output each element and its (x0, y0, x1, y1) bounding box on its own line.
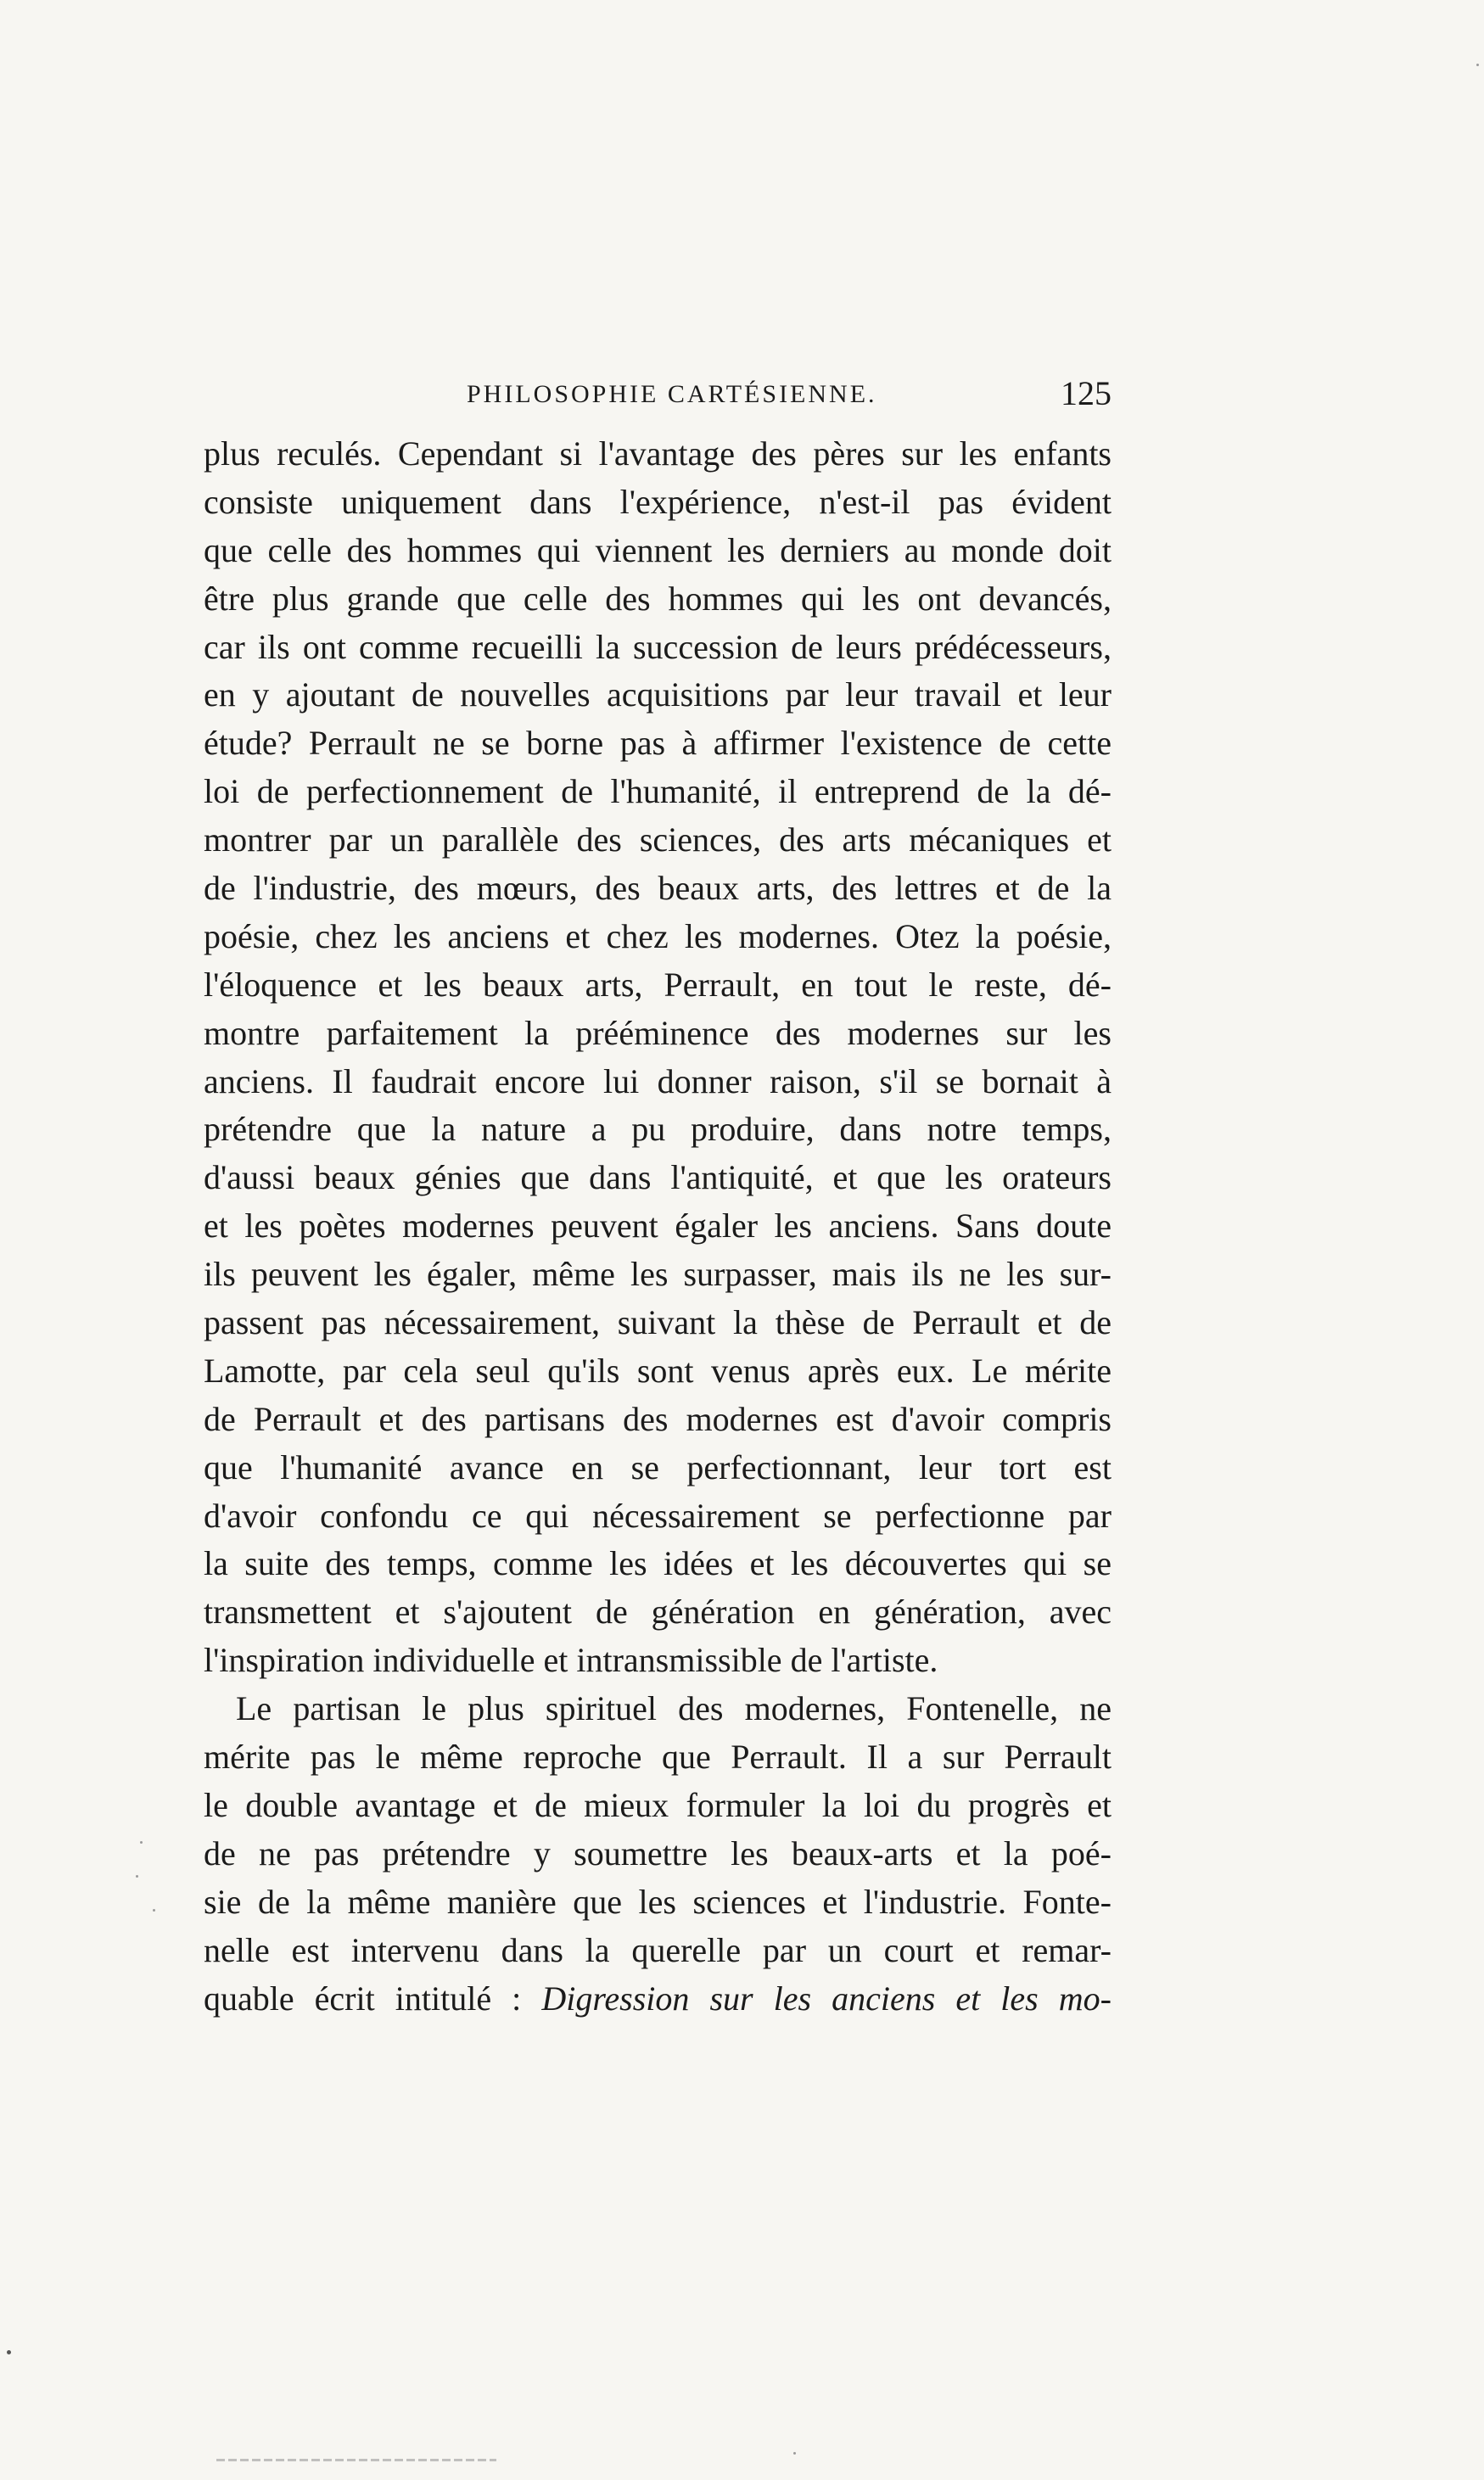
text-line: en y ajoutant de nouvelles acquisitions par leur travail et leur (204, 675, 1112, 714)
page-number: 125 (1061, 374, 1112, 412)
body-text (204, 430, 1112, 2023)
text-line: nelle est intervenu dans la querelle par un court et remar- (204, 1930, 1112, 1969)
italic-title: Digression sur les anciens et les mo- (541, 1979, 1112, 2018)
text-line: que celle des hommes qui viennent les derniers au monde doit (204, 530, 1112, 569)
text-line: poésie, chez les anciens et chez les modernes. Otez la poésie, (204, 916, 1112, 955)
text-line: Le partisan le plus spirituel des modernes, Fontenelle, ne (236, 1689, 1112, 1728)
text-line: que l'humanité avance en se perfectionnant, leur tort est (204, 1447, 1112, 1486)
text-line: être plus grande que celle des hommes qui les ont devancés, (204, 579, 1112, 618)
text-line: Lamotte, par cela seul qu'ils sont venus après eux. Le mérite (204, 1351, 1112, 1390)
text-line: de l'industrie, des mœurs, des beaux arts, des lettres et de la (204, 869, 1112, 908)
text-line: d'aussi beaux génies que dans l'antiquité, et que les orateurs (204, 1158, 1112, 1197)
text-line: l'inspiration individuelle et intransmissible de l'artiste. (204, 1641, 938, 1680)
roman-text: quable écrit intitulé : (204, 1979, 542, 2018)
scan-speck (793, 2452, 796, 2455)
text-line: ils peuvent les égaler, même les surpasser, mais ils ne les sur- (204, 1255, 1112, 1294)
scan-speck (136, 1875, 138, 1878)
text-line: et les poètes modernes peuvent égaler les anciens. Sans doute (204, 1206, 1112, 1246)
text-line-final (204, 1975, 1112, 2024)
scan-speck (153, 1909, 155, 1912)
text-line: la suite des temps, comme les idées et les découvertes qui se (204, 1544, 1112, 1583)
text-line: transmettent et s'ajoutent de génération en génération, avec (204, 1593, 1112, 1632)
text-line: sie de la même manière que les sciences et l'industrie. Fonte- (204, 1882, 1112, 1921)
text-line: mérite pas le même reproche que Perrault. Il a sur Perrault (204, 1738, 1112, 1777)
text-line: de Perrault et des partisans des modernes est d'avoir compris (204, 1399, 1112, 1438)
text-line: de ne pas prétendre y soumettre les beaux-arts et la poé- (204, 1833, 1112, 1873)
text-line: l'éloquence et les beaux arts, Perrault, en tout le reste, dé- (204, 965, 1112, 1004)
text-line: montrer par un parallèle des sciences, des arts mécaniques et (204, 820, 1112, 859)
scan-speck (140, 1841, 143, 1844)
scan-speck (1476, 64, 1479, 66)
bottom-scan-rule (216, 2459, 496, 2461)
text-line: consiste uniquement dans l'expérience, n'est-il pas évident (204, 482, 1112, 521)
text-line: le double avantage et de mieux formuler la loi du progrès et (204, 1785, 1112, 1824)
text-line: étude? Perrault ne se borne pas à affirmer l'existence de cette (204, 724, 1112, 763)
running-head (204, 373, 1112, 424)
text-line: montre parfaitement la prééminence des modernes sur les (204, 1013, 1112, 1052)
text-line: prétendre que la nature a pu produire, dans notre temps, (204, 1110, 1112, 1149)
text-line: loi de perfectionnement de l'humanité, il entreprend de la dé- (204, 772, 1112, 811)
scan-speck (7, 2350, 11, 2354)
text-line: d'avoir confondu ce qui nécessairement se perfectionne par (204, 1496, 1112, 1535)
running-title: PHILOSOPHIE CARTÉSIENNE. (467, 380, 877, 408)
text-line: passent pas nécessairement, suivant la thèse de Perrault et de (204, 1303, 1112, 1342)
text-line: plus reculés. Cependant si l'avantage des pères sur les enfants (204, 434, 1112, 473)
text-line: anciens. Il faudrait encore lui donner raison, s'il se bornait à (204, 1061, 1112, 1100)
text-line: car ils ont comme recueilli la succession de leurs prédécesseurs, (204, 627, 1112, 666)
